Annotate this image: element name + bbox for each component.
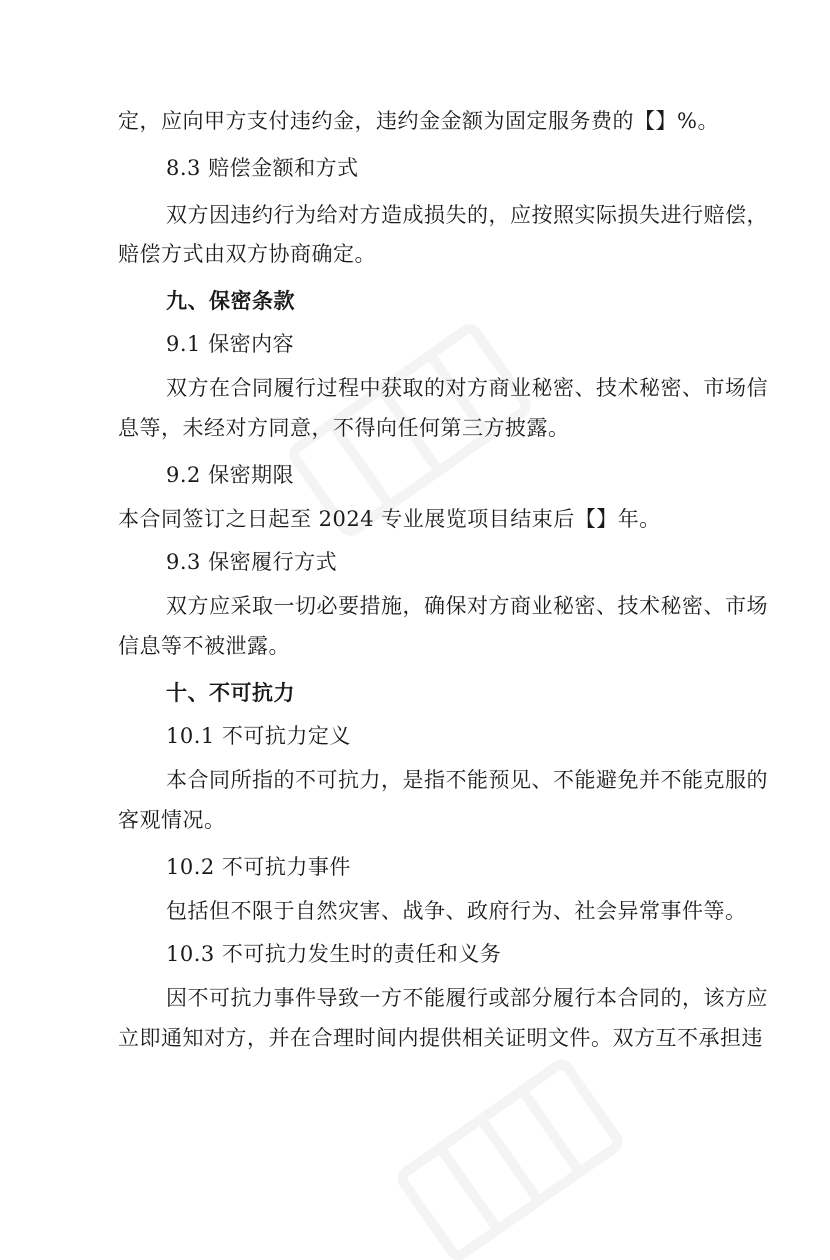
paragraph-line: 包括但不限于自然灾害、战争、政府行为、社会异常事件等。 [166,899,747,923]
clause-heading: 10.3 不可抗力发生时的责任和义务 [166,942,502,966]
paragraph-line: 双方应采取一切必要措施，确保对方商业秘密、技术秘密、市场 [166,594,768,618]
paragraph-line: 因不可抗力事件导致一方不能履行或部分履行本合同的，该方应 [166,986,768,1010]
paragraph-line: 双方因违约行为给对方造成损失的，应按照实际损失进行赔偿， [166,203,768,227]
clause-heading: 9.3 保密履行方式 [166,550,338,574]
clause-heading: 9.2 保密期限 [166,463,295,487]
clause-heading: 10.1 不可抗力定义 [166,724,351,748]
clause-heading: 8.3 赔偿金额和方式 [166,156,359,180]
clause-heading: 10.2 不可抗力事件 [166,855,351,879]
paragraph-line: 本合同所指的不可抗力，是指不能预见、不能避免并不能克服的 [166,768,768,792]
paragraph-line: 本合同签订之日起至 2024 专业展览项目结束后【】年。 [118,507,661,531]
section-heading: 十、不可抗力 [166,681,295,705]
paragraph-line: 赔偿方式由双方协商确定。 [118,242,376,266]
paragraph-line: 息等，未经对方同意，不得向任何第三方披露。 [118,416,570,440]
paragraph-line: 立即通知对方，并在合理时间内提供相关证明文件。双方互不承担违 [118,1026,763,1050]
watermark-logo-bottom [380,1060,640,1260]
paragraph-line: 定，应向甲方支付违约金，违约金金额为固定服务费的【】%。 [118,109,719,133]
paragraph-line: 客观情况。 [118,808,226,832]
paragraph-line: 双方在合同履行过程中获取的对方商业秘密、技术秘密、市场信 [166,376,768,400]
section-heading: 九、保密条款 [166,289,295,313]
paragraph-line: 信息等不被泄露。 [118,634,290,658]
clause-heading: 9.1 保密内容 [166,332,295,356]
